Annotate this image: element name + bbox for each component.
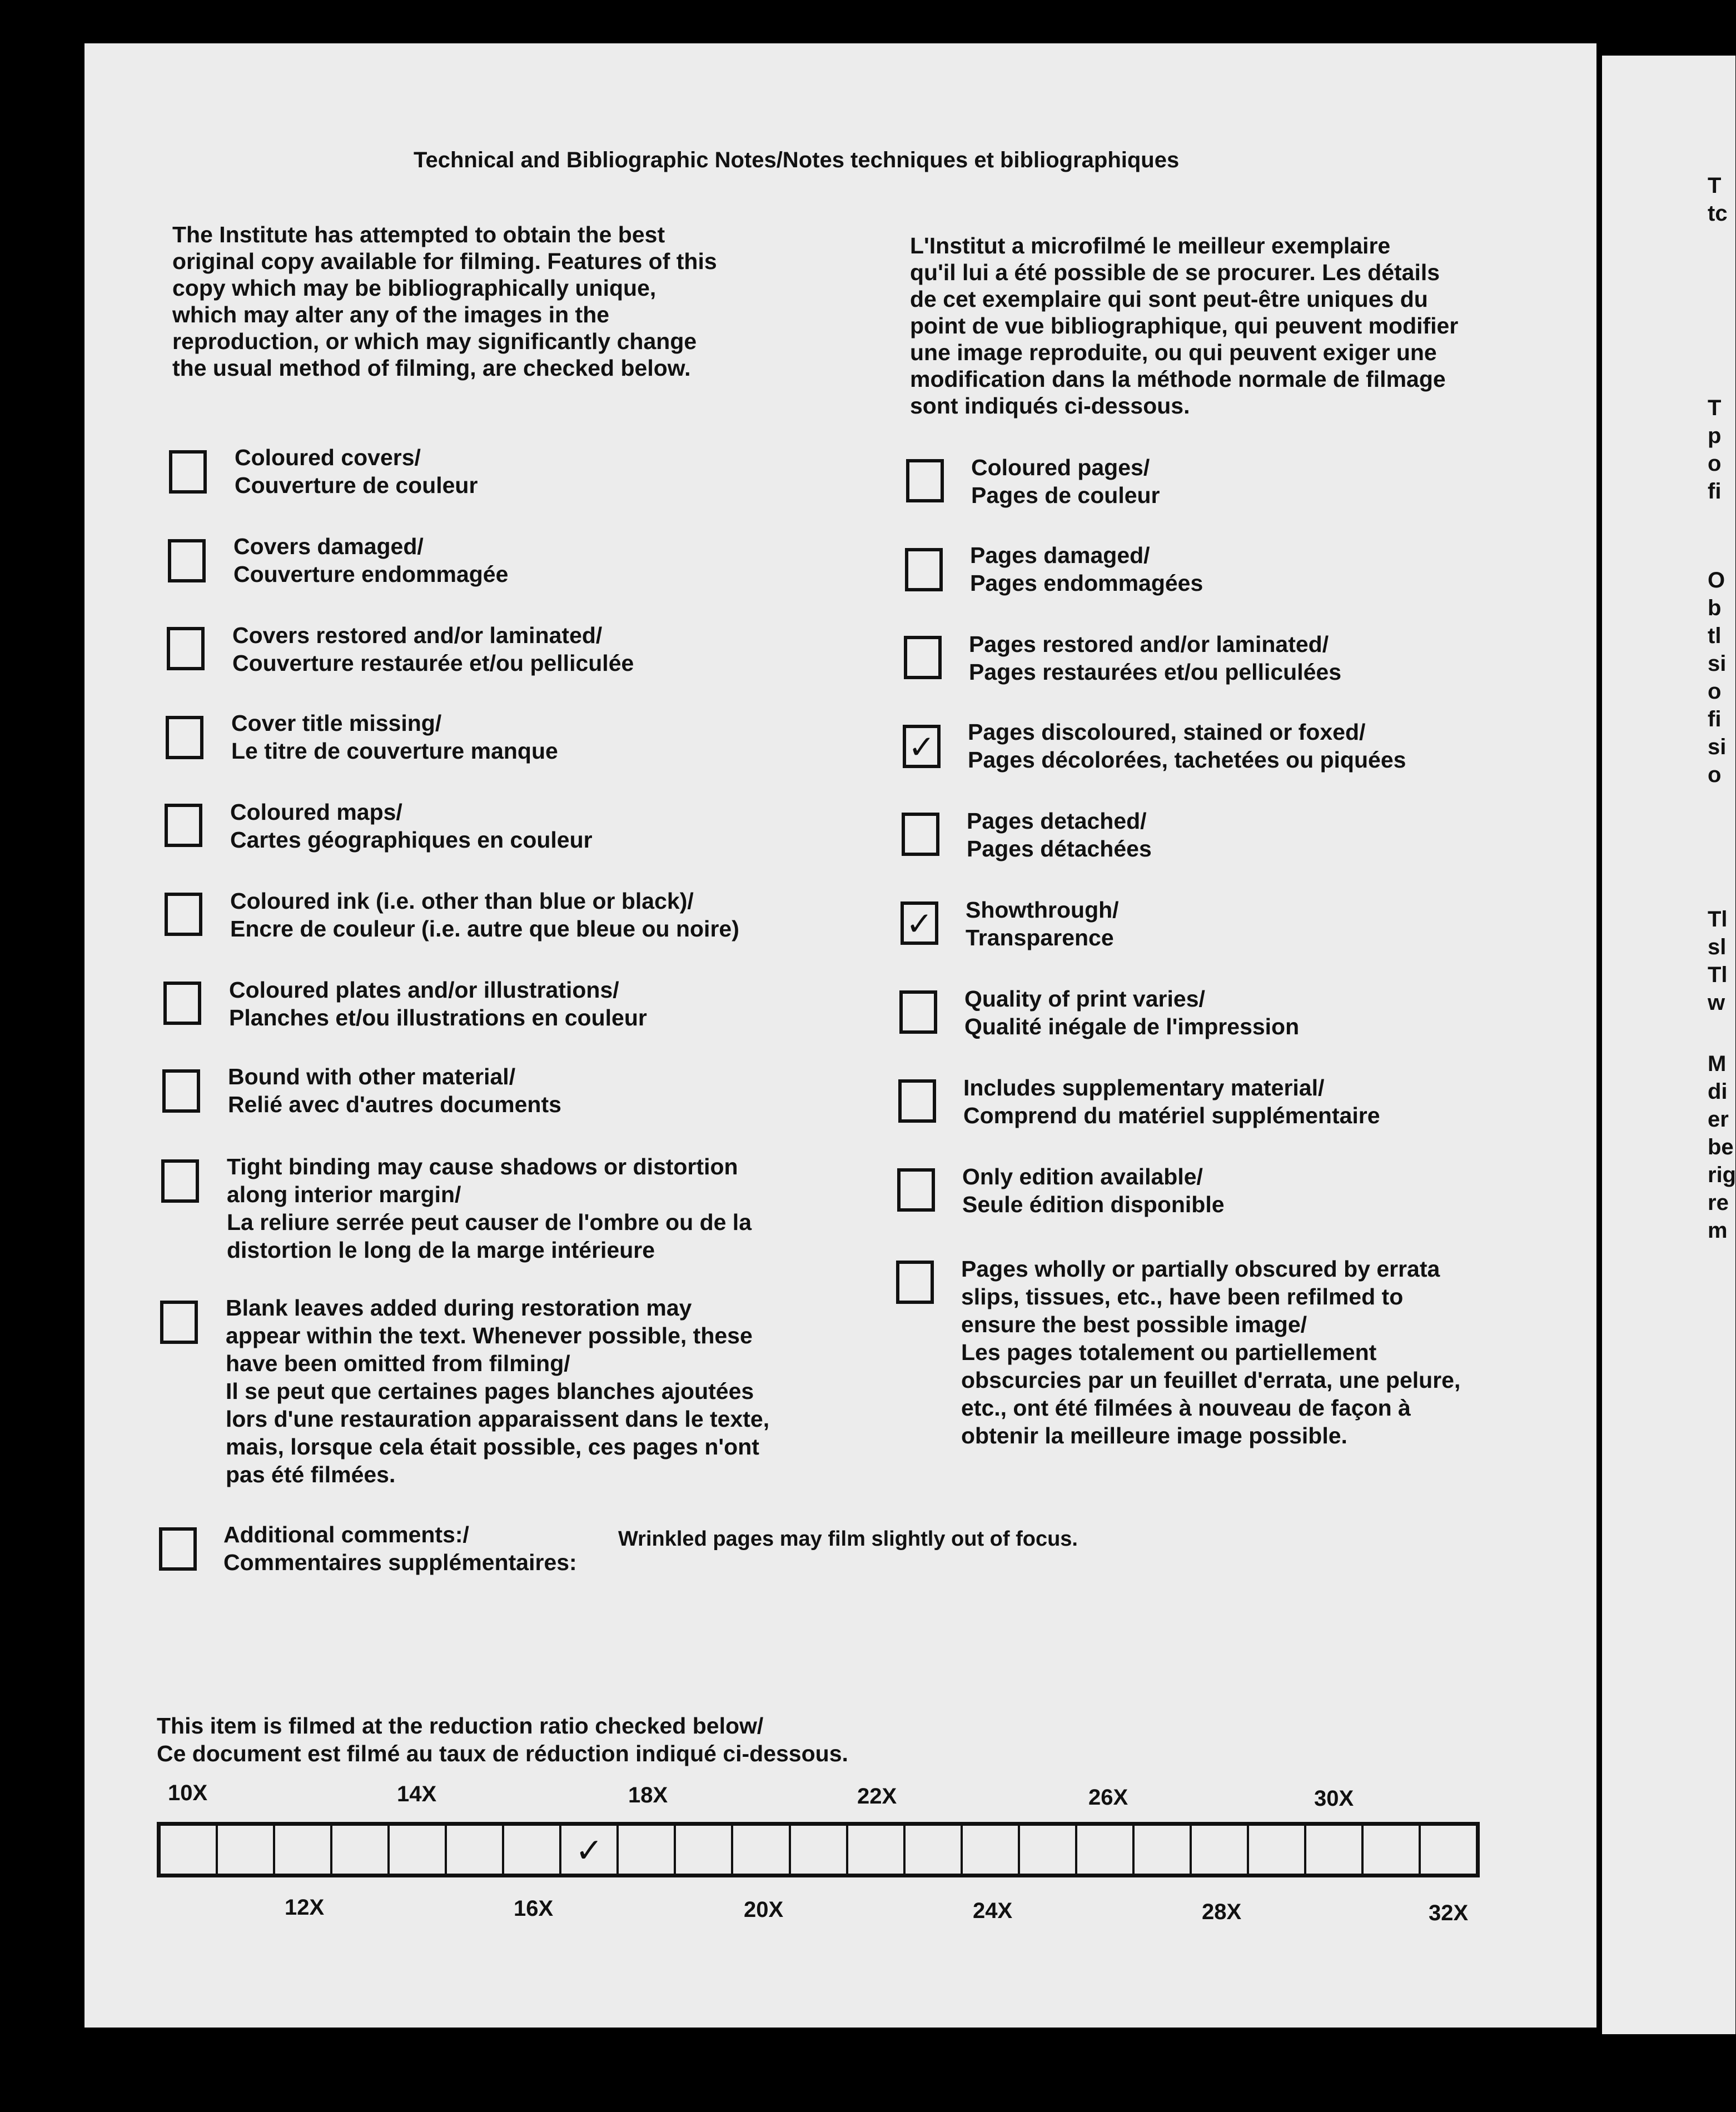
intro-english bbox=[172, 221, 717, 381]
scale-label-28x: 28X bbox=[1202, 1900, 1242, 1924]
item-showthrough: Showthrough/ Transparence bbox=[966, 897, 1119, 950]
reduction-check-mark: ✓ bbox=[575, 1832, 603, 1869]
reduction-cell[interactable] bbox=[218, 1826, 275, 1874]
edge-fragment: m bbox=[1708, 1218, 1728, 1243]
checkbox-supplementary[interactable] bbox=[898, 1079, 936, 1123]
edge-fragment: rig bbox=[1708, 1163, 1736, 1187]
scale-label-14x: 14X bbox=[397, 1782, 437, 1806]
intro-line: point de vue bibliographique, qui peuvent modifier bbox=[910, 313, 1459, 338]
intro-line: une image reproduite, ou qui peuvent exiger une bbox=[910, 340, 1437, 365]
intro-line: The Institute has attempted to obtain the best bbox=[172, 222, 665, 247]
checkbox-covers-damaged[interactable] bbox=[168, 539, 206, 582]
reduction-cell[interactable] bbox=[1077, 1826, 1135, 1874]
intro-line: modification dans la méthode normale de filmage bbox=[910, 366, 1446, 392]
item-covers-damaged: Covers damaged/ Couverture endommagée bbox=[233, 534, 509, 587]
edge-fragment: Tl bbox=[1708, 963, 1728, 987]
notes-page bbox=[84, 43, 1596, 2028]
item-pages-damaged: Pages damaged/ Pages endommagées bbox=[970, 542, 1203, 596]
intro-line: sont indiqués ci-dessous. bbox=[910, 393, 1190, 419]
scale-label-10x: 10X bbox=[168, 1781, 208, 1805]
reduction-cell[interactable] bbox=[1364, 1826, 1421, 1874]
item-pages-obscured: Pages wholly or partially obscured by errata slips, tissues, etc., have been refilmed to ensure the best possible image/ Les pages totalement ou partiellement obscurcies par un feuillet d'errata, une pelure, etc., ont été filmées à nouveau de façon à obtenir la meilleure image possible. bbox=[961, 1256, 1461, 1448]
item-blank-leaves: Blank leaves added during restoration may appear within the text. Whenever possible, these have been omitted from filming/ Il se peut que certaines pages blanches ajoutées lors d'une restauration apparaissent dans le texte, mais, lorsque cela était possible, ces pages n'ont pas été filmées. bbox=[226, 1295, 770, 1487]
edge-fragment: tl bbox=[1708, 624, 1722, 648]
edge-fragment: T bbox=[1708, 396, 1722, 420]
intro-line: copy which may be bibliographically unique, bbox=[172, 275, 656, 301]
checkbox-coloured-maps[interactable] bbox=[165, 804, 202, 847]
edge-fragment: p bbox=[1708, 424, 1722, 448]
intro-line: qu'il lui a été possible de se procurer. Les détails bbox=[910, 260, 1440, 285]
reduction-cell[interactable] bbox=[1249, 1826, 1306, 1874]
reduction-cell[interactable] bbox=[963, 1826, 1020, 1874]
reduction-cell[interactable] bbox=[390, 1826, 447, 1874]
checkbox-additional-comments[interactable] bbox=[159, 1527, 197, 1571]
additional-comments-label: Additional comments:/ Commentaires supplémentaires: bbox=[223, 1522, 577, 1575]
checkbox-pages-discoloured[interactable]: ✓ bbox=[903, 725, 941, 768]
item-pages-restored: Pages restored and/or laminated/ Pages restaurées et/ou pelliculées bbox=[969, 631, 1341, 685]
edge-fragment: Tl bbox=[1708, 907, 1728, 932]
intro-line: original copy available for filming. Features of this bbox=[172, 248, 717, 274]
edge-fragment: er bbox=[1708, 1107, 1729, 1132]
reduction-cell[interactable] bbox=[275, 1826, 332, 1874]
additional-comment-text: Wrinkled pages may film slightly out of focus. bbox=[618, 1527, 1078, 1551]
scale-label-18x: 18X bbox=[628, 1783, 668, 1807]
edge-fragment: w bbox=[1708, 990, 1725, 1015]
reduction-cell[interactable] bbox=[1421, 1826, 1476, 1874]
edge-fragment: di bbox=[1708, 1079, 1728, 1104]
reduction-cell[interactable] bbox=[1192, 1826, 1249, 1874]
checkbox-showthrough[interactable]: ✓ bbox=[901, 901, 938, 945]
scale-label-30x: 30X bbox=[1314, 1786, 1354, 1811]
intro-line: reproduction, or which may significantly change bbox=[172, 328, 697, 354]
checkbox-tight-binding[interactable] bbox=[161, 1159, 199, 1203]
item-bound-with: Bound with other material/ Relié avec d'autres documents bbox=[228, 1064, 561, 1117]
reduction-cell[interactable] bbox=[332, 1826, 390, 1874]
edge-fragment: sl bbox=[1708, 935, 1727, 959]
checkbox-pages-detached[interactable] bbox=[902, 813, 939, 856]
reduction-cell[interactable] bbox=[504, 1826, 561, 1874]
intro-line: which may alter any of the images in the bbox=[172, 302, 610, 327]
reduction-cell[interactable] bbox=[1020, 1826, 1077, 1874]
checkbox-coloured-pages[interactable] bbox=[906, 459, 944, 502]
scale-label-20x: 20X bbox=[744, 1897, 784, 1922]
edge-fragment: b bbox=[1708, 596, 1722, 620]
item-only-edition: Only edition available/ Seule édition disponible bbox=[962, 1164, 1225, 1217]
intro-french bbox=[910, 232, 1458, 419]
reduction-cell[interactable] bbox=[447, 1826, 504, 1874]
scale-label-26x: 26X bbox=[1088, 1785, 1128, 1810]
reduction-cell[interactable] bbox=[1306, 1826, 1364, 1874]
scale-label-32x: 32X bbox=[1429, 1901, 1469, 1925]
page-title: Technical and Bibliographic Notes/Notes techniques et bibliographiques bbox=[414, 148, 1180, 172]
reduction-cell[interactable] bbox=[906, 1826, 963, 1874]
edge-fragment: fi bbox=[1708, 479, 1722, 504]
reduction-cell[interactable] bbox=[1135, 1826, 1192, 1874]
checkbox-pages-damaged[interactable] bbox=[905, 548, 943, 591]
reduction-ratio-scale bbox=[157, 1822, 1480, 1877]
item-coloured-pages: Coloured pages/ Pages de couleur bbox=[971, 455, 1160, 508]
checkbox-quality-print[interactable] bbox=[899, 990, 937, 1034]
item-pages-detached: Pages detached/ Pages détachées bbox=[967, 808, 1152, 861]
reduction-cell[interactable] bbox=[561, 1826, 619, 1874]
edge-fragment: M bbox=[1708, 1052, 1727, 1076]
reduction-cell[interactable] bbox=[161, 1826, 218, 1874]
item-covers-restored: Covers restored and/or laminated/ Couverture restaurée et/ou pelliculée bbox=[232, 622, 634, 676]
intro-line: L'Institut a microfilmé le meilleur exemplaire bbox=[910, 233, 1391, 258]
item-pages-discoloured: Pages discoloured, stained or foxed/ Pages décolorées, tachetées ou piquées bbox=[968, 719, 1406, 773]
checkbox-covers-restored[interactable] bbox=[167, 627, 205, 670]
checkbox-coloured-covers[interactable] bbox=[169, 450, 207, 494]
item-quality-print: Quality of print varies/ Qualité inégale de l'impression bbox=[964, 986, 1300, 1039]
checkbox-pages-restored[interactable] bbox=[904, 636, 942, 679]
reduction-cell[interactable] bbox=[848, 1826, 906, 1874]
edge-fragment: o bbox=[1708, 451, 1722, 476]
item-supplementary: Includes supplementary material/ Comprend du matériel supplémentaire bbox=[963, 1075, 1380, 1128]
reduction-caption: This item is filmed at the reduction ratio checked below/ Ce document est filmé au taux de réduction indiqué ci-dessous. bbox=[157, 1713, 848, 1766]
reduction-cell[interactable] bbox=[733, 1826, 790, 1874]
edge-fragment: fi bbox=[1708, 707, 1722, 731]
edge-fragment: o bbox=[1708, 763, 1722, 787]
checkbox-cover-title-missing[interactable] bbox=[166, 716, 203, 759]
scale-label-24x: 24X bbox=[973, 1899, 1013, 1923]
checkbox-pages-obscured[interactable] bbox=[896, 1261, 934, 1304]
edge-fragment: o bbox=[1708, 679, 1722, 704]
edge-fragment: si bbox=[1708, 735, 1727, 759]
checkbox-bound-with[interactable] bbox=[162, 1069, 200, 1113]
item-cover-title-missing: Cover title missing/ Le titre de couverture manque bbox=[231, 710, 558, 764]
item-coloured-maps: Coloured maps/ Cartes géographiques en couleur bbox=[230, 799, 593, 853]
intro-line: the usual method of filming, are checked below. bbox=[172, 355, 691, 381]
edge-fragment: T bbox=[1708, 173, 1722, 198]
item-coloured-ink: Coloured ink (i.e. other than blue or black)/ Encre de couleur (i.e. autre que bleue ou noire) bbox=[230, 888, 739, 942]
scale-label-12x: 12X bbox=[285, 1895, 325, 1920]
edge-fragment: tc bbox=[1708, 201, 1728, 226]
checkbox-coloured-ink[interactable] bbox=[165, 893, 202, 936]
item-tight-binding: Tight binding may cause shadows or distortion along interior margin/ La reliure serrée peut causer de l'ombre ou de la distortion le long de la marge intérieure bbox=[227, 1154, 752, 1263]
edge-fragment: si bbox=[1708, 651, 1727, 676]
checkbox-only-edition[interactable] bbox=[897, 1168, 935, 1212]
reduction-cell[interactable] bbox=[676, 1826, 733, 1874]
checkbox-coloured-plates[interactable] bbox=[163, 982, 201, 1025]
edge-fragment: O bbox=[1708, 568, 1725, 592]
intro-line: de cet exemplaire qui sont peut-être uniques du bbox=[910, 286, 1428, 312]
checkbox-blank-leaves[interactable] bbox=[160, 1301, 198, 1344]
edge-fragment: re bbox=[1708, 1191, 1729, 1215]
edge-fragment: be bbox=[1708, 1135, 1734, 1159]
adjacent-page-edge bbox=[1602, 56, 1735, 2034]
scale-label-22x: 22X bbox=[857, 1784, 897, 1809]
reduction-cell[interactable] bbox=[619, 1826, 676, 1874]
reduction-cell[interactable] bbox=[791, 1826, 848, 1874]
item-coloured-covers: Coloured covers/ Couverture de couleur bbox=[235, 445, 478, 498]
scale-label-16x: 16X bbox=[514, 1896, 554, 1921]
item-coloured-plates: Coloured plates and/or illustrations/ Planches et/ou illustrations en couleur bbox=[229, 977, 647, 1030]
